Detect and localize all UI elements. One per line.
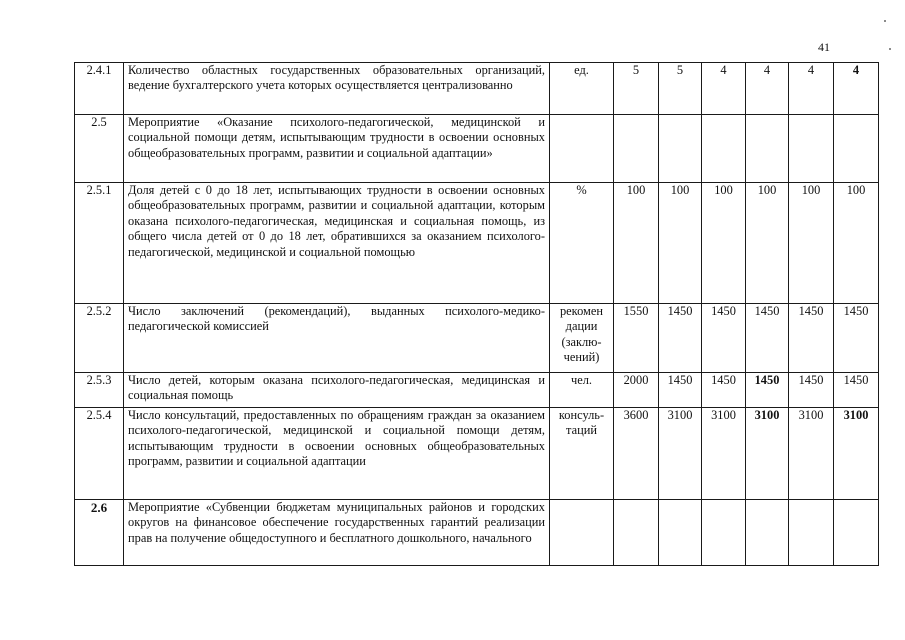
year-value-1: 1550 xyxy=(614,304,659,373)
year-value-6 xyxy=(834,500,879,566)
year-value-4: 100 xyxy=(746,183,789,304)
year-value-3: 4 xyxy=(702,63,746,115)
table-row xyxy=(75,183,879,304)
unit-of-measure: % xyxy=(550,183,614,304)
year-value-2: 1450 xyxy=(659,373,702,408)
row-number: 2.5.3 xyxy=(75,373,124,408)
indicator-description: Мероприятие «Оказание психолого-педагогической, медицинской и социальной помощи детям, испытывающим трудности в освоении основных общеобразовательных программ, развитии и социальной адаптации» xyxy=(124,115,550,183)
year-value-5: 1450 xyxy=(789,304,834,373)
year-value-4: 4 xyxy=(746,63,789,115)
row-number: 2.5.2 xyxy=(75,304,124,373)
year-value-2: 3100 xyxy=(659,408,702,500)
year-value-2: 100 xyxy=(659,183,702,304)
year-value-3: 3100 xyxy=(702,408,746,500)
page-number: 41 xyxy=(818,40,830,54)
year-value-3: 100 xyxy=(702,183,746,304)
year-value-3 xyxy=(702,500,746,566)
table-row xyxy=(75,115,879,183)
table-row xyxy=(75,373,879,408)
year-value-3: 1450 xyxy=(702,304,746,373)
year-value-5 xyxy=(789,500,834,566)
unit-of-measure: чел. xyxy=(550,373,614,408)
year-value-2: 5 xyxy=(659,63,702,115)
indicators-table xyxy=(74,62,879,566)
year-value-2: 1450 xyxy=(659,304,702,373)
unit-of-measure: рекомен дации (заклю-чений) xyxy=(550,304,614,373)
row-number: 2.5.1 xyxy=(75,183,124,304)
year-value-6: 3100 xyxy=(834,408,879,500)
indicator-description: Число консультаций, предоставленных по обращениям граждан за оказанием психолого-педагогической, медицинской и социальной помощи детям, испытывающим трудности в освоении основных общеобразовательных программ, развитии и социальной адаптации xyxy=(124,408,550,500)
year-value-3: 1450 xyxy=(702,373,746,408)
scan-speck xyxy=(884,20,886,22)
scan-speck xyxy=(889,48,891,50)
year-value-1: 5 xyxy=(614,63,659,115)
year-value-1 xyxy=(614,115,659,183)
table-row xyxy=(75,408,879,500)
unit-of-measure: консуль-таций xyxy=(550,408,614,500)
unit-of-measure xyxy=(550,500,614,566)
year-value-4 xyxy=(746,115,789,183)
indicator-description: Число заключений (рекомендаций), выданных психолого-медико-педагогической комиссией xyxy=(124,304,550,373)
year-value-5: 4 xyxy=(789,63,834,115)
year-value-2 xyxy=(659,115,702,183)
year-value-1: 3600 xyxy=(614,408,659,500)
year-value-2 xyxy=(659,500,702,566)
indicator-description: Доля детей с 0 до 18 лет, испытывающих трудности в освоении основных общеобразовательных программ, развитии и социальной адаптации, которым оказана психолого-педагогическая, медицинская и социальная помощь, из общего числа детей от 0 до 18 лет, обратившихся за оказанием психолого-педагогической, медицинской и социальной помощью xyxy=(124,183,550,304)
indicator-description: Число детей, которым оказана психолого-педагогическая, медицинская и социальная помощь xyxy=(124,373,550,408)
row-number: 2.6 xyxy=(75,500,124,566)
year-value-5: 100 xyxy=(789,183,834,304)
unit-of-measure: ед. xyxy=(550,63,614,115)
year-value-4 xyxy=(746,500,789,566)
year-value-6: 4 xyxy=(834,63,879,115)
year-value-1 xyxy=(614,500,659,566)
year-value-6 xyxy=(834,115,879,183)
year-value-5: 3100 xyxy=(789,408,834,500)
table-row xyxy=(75,304,879,373)
year-value-6: 1450 xyxy=(834,373,879,408)
unit-of-measure xyxy=(550,115,614,183)
row-number: 2.5 xyxy=(75,115,124,183)
year-value-4: 3100 xyxy=(746,408,789,500)
row-number: 2.4.1 xyxy=(75,63,124,115)
year-value-1: 100 xyxy=(614,183,659,304)
year-value-5 xyxy=(789,115,834,183)
year-value-1: 2000 xyxy=(614,373,659,408)
indicator-description: Мероприятие «Субвенции бюджетам муниципальных районов и городских округов на финансовое обеспечение государственных гарантий реализации прав на получение общедоступного и бесплатного дошкольного, начального xyxy=(124,500,550,566)
table-row xyxy=(75,500,879,566)
year-value-4: 1450 xyxy=(746,304,789,373)
year-value-6: 100 xyxy=(834,183,879,304)
year-value-3 xyxy=(702,115,746,183)
table-row xyxy=(75,63,879,115)
year-value-5: 1450 xyxy=(789,373,834,408)
year-value-6: 1450 xyxy=(834,304,879,373)
indicator-description: Количество областных государственных образовательных организаций, ведение бухгалтерского учета которых осуществляется централизованно xyxy=(124,63,550,115)
row-number: 2.5.4 xyxy=(75,408,124,500)
year-value-4: 1450 xyxy=(746,373,789,408)
